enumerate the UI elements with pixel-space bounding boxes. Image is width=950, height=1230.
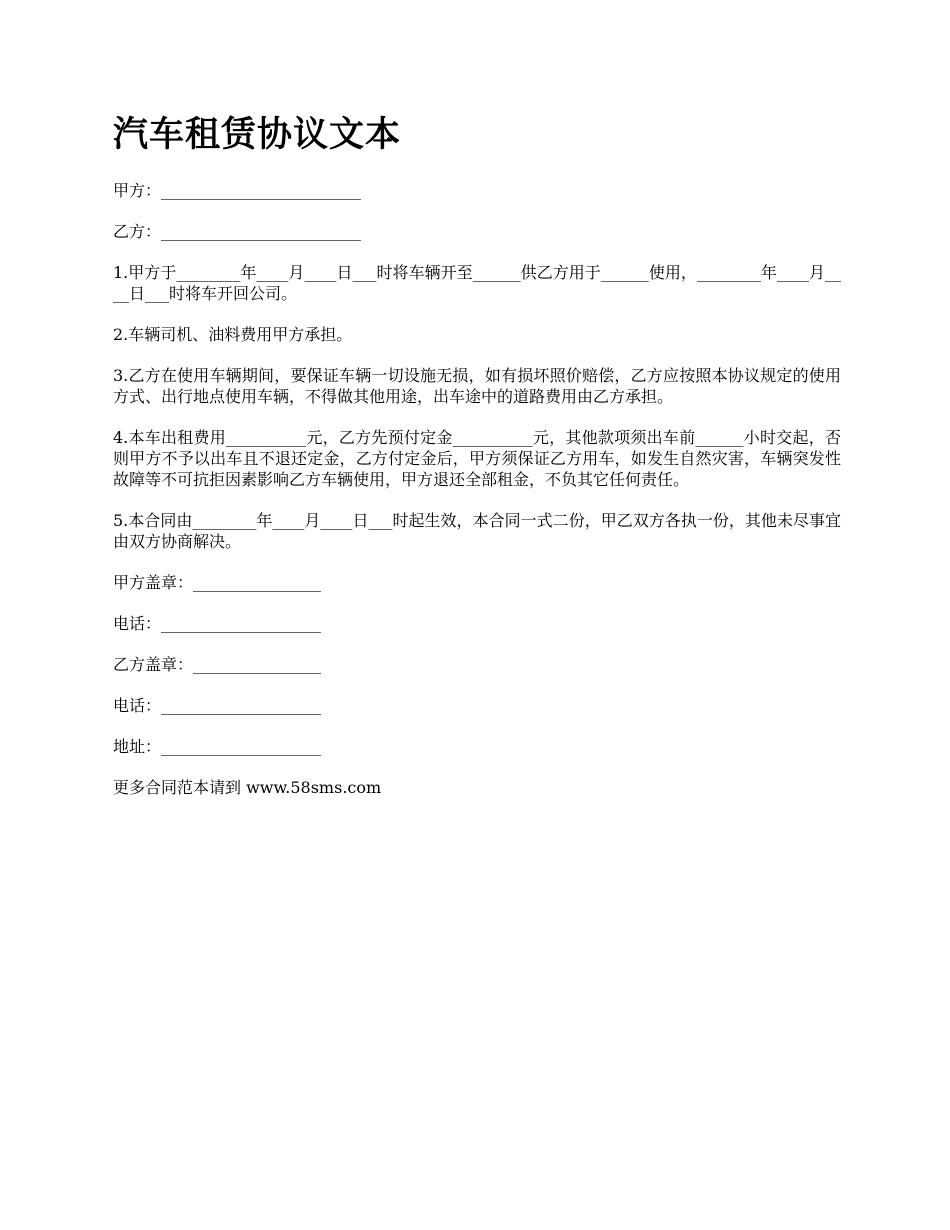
- document-title: 汽车租赁协议文本: [113, 115, 402, 155]
- footer-note: 更多合同范本请到 www.58sms.com: [113, 778, 382, 797]
- party-b-phone-field: 电话：____________________: [113, 696, 322, 715]
- party-a-field: 甲方：_________________________: [113, 181, 362, 200]
- clause-2: 2.车辆司机、油料费用甲方承担。: [113, 325, 353, 344]
- clause-1: 1.甲方于________年____月____日___时将车辆开至______供乙方用于______使用，________年____月____日___时将车开回公司。: [113, 263, 841, 303]
- document-page: [113, 110, 841, 818]
- party-b-seal-field: 乙方盖章：________________: [113, 655, 322, 674]
- clause-5: 5.本合同由________年____月____日___时起生效，本合同一式二份，甲乙双方各执一份，其他未尽事宜由双方协商解决。: [113, 511, 841, 551]
- party-a-phone-field: 电话：____________________: [113, 614, 322, 633]
- clause-3: 3.乙方在使用车辆期间，要保证车辆一切设施无损，如有损坏照价赔偿，乙方应按照本协议规定的使用方式、出行地点使用车辆，不得做其他用途，出车途中的道路费用由乙方承担。: [113, 366, 841, 406]
- address-field: 地址：____________________: [113, 737, 322, 756]
- party-b-field: 乙方：_________________________: [113, 222, 362, 241]
- party-a-seal-field: 甲方盖章：________________: [113, 573, 322, 592]
- clause-4: 4.本车出租费用__________元，乙方先预付定金__________元，其他款项须出车前______小时交起，否则甲方不予以出车且不退还定金，乙方付定金后，甲方须保证乙方用车，如发生自然灾害，车辆突发性故障等不可抗拒因素影响乙方车辆使用，甲方退还全部租金，不负其它任何责任。: [113, 428, 841, 489]
